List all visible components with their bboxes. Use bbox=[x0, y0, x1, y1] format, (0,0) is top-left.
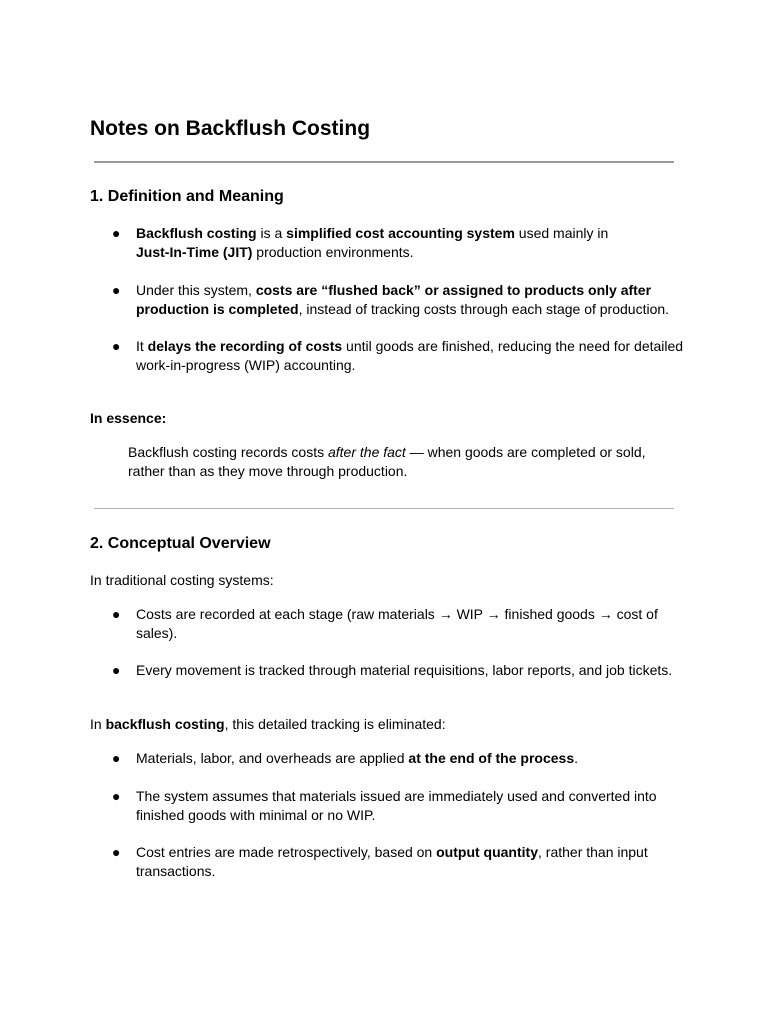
section-divider bbox=[94, 508, 674, 509]
quote-line bbox=[128, 462, 646, 481]
bold-term: at the end of the process bbox=[408, 750, 575, 766]
bullet-icon: ● bbox=[112, 338, 121, 354]
bullet-line: Every movement is tracked through material requisitions, labor reports, and job tickets. bbox=[136, 662, 673, 678]
bullet-icon: ● bbox=[112, 606, 121, 622]
text-run: It bbox=[136, 338, 148, 354]
bold-term: backflush costing bbox=[105, 716, 225, 732]
bullet-line bbox=[136, 862, 648, 881]
bullet-text bbox=[136, 661, 672, 680]
text-run: The system assumes that materials issued are immediately used and converted into bbox=[136, 788, 657, 804]
bullet-line bbox=[136, 749, 578, 768]
text-run: used mainly in bbox=[514, 225, 609, 241]
section-1-heading: 1. Definition and Meaning bbox=[90, 188, 284, 205]
quote-line bbox=[128, 443, 646, 462]
bullet-line bbox=[136, 243, 608, 262]
bold-term: production is completed bbox=[136, 301, 299, 317]
bold-term: simplified cost accounting system bbox=[286, 225, 515, 241]
text-run: transactions. bbox=[136, 863, 216, 879]
bold-term: costs are “flushed back” or assigned to products only after bbox=[255, 282, 652, 298]
essence-label bbox=[90, 409, 166, 428]
bullet-line bbox=[136, 843, 648, 862]
bullet-icon: ● bbox=[112, 788, 121, 804]
text-run: , instead of tracking costs through each stage of production. bbox=[298, 301, 670, 317]
bold-term: In essence: bbox=[90, 410, 167, 426]
bullet-text bbox=[136, 843, 648, 881]
text-run: . bbox=[574, 750, 578, 766]
italic-term: after the fact bbox=[327, 444, 406, 460]
bold-term: Backflush costing bbox=[136, 225, 257, 241]
text-run: Cost entries are made retrospectively, based on bbox=[136, 844, 437, 860]
text-run: production environments. bbox=[252, 244, 414, 260]
bullet-line bbox=[136, 806, 657, 825]
bullet-text bbox=[136, 749, 578, 768]
bullet-line bbox=[136, 281, 669, 300]
text-run: Backflush costing records costs bbox=[128, 444, 328, 460]
bullet-line bbox=[136, 356, 683, 375]
bullet-text bbox=[136, 281, 669, 319]
backflush-intro bbox=[90, 715, 446, 734]
text-run: rather than as they move through production. bbox=[128, 463, 408, 479]
text-run: — when goods are completed or sold, bbox=[405, 444, 646, 460]
essence-quote bbox=[128, 443, 646, 481]
page-title: Notes on Backflush Costing bbox=[90, 117, 371, 140]
bullet-icon: ● bbox=[112, 750, 121, 766]
text-run: , rather than input bbox=[538, 844, 648, 860]
bullet-text bbox=[136, 787, 657, 825]
bullet-text bbox=[136, 224, 608, 262]
section-2-heading: 2. Conceptual Overview bbox=[90, 535, 271, 552]
bullet-line: Costs are recorded at each stage (raw materials → WIP → finished goods → cost of bbox=[136, 606, 658, 622]
text-run: work-in-progress (WIP) accounting. bbox=[136, 357, 356, 373]
bold-term: output quantity bbox=[436, 844, 538, 860]
bold-term: Just-In-Time (JIT) bbox=[136, 244, 253, 260]
title-divider bbox=[94, 161, 674, 163]
bullet-text bbox=[136, 337, 683, 375]
traditional-intro: In traditional costing systems: bbox=[90, 572, 274, 588]
bullet-icon: ● bbox=[112, 282, 121, 298]
bullet-icon: ● bbox=[112, 662, 121, 678]
bullet-text bbox=[136, 605, 658, 643]
text-run: until goods are finished, reducing the need for detailed bbox=[342, 338, 684, 354]
bullet-icon: ● bbox=[112, 225, 121, 241]
bullet-line bbox=[136, 337, 683, 356]
bullet-icon: ● bbox=[112, 844, 121, 860]
text-run: In bbox=[90, 716, 106, 732]
text-run: is a bbox=[256, 225, 287, 241]
bullet-line bbox=[136, 787, 657, 806]
bullet-line bbox=[136, 300, 669, 319]
text-run: finished goods with minimal or no WIP. bbox=[136, 807, 376, 823]
text-run: Materials, labor, and overheads are applied bbox=[136, 750, 409, 766]
text-run: Under this system, bbox=[136, 282, 256, 298]
bullet-line bbox=[136, 224, 608, 243]
text-run: , this detailed tracking is eliminated: bbox=[224, 716, 446, 732]
bold-term: delays the recording of costs bbox=[147, 338, 343, 354]
bullet-line: sales). bbox=[136, 625, 178, 641]
